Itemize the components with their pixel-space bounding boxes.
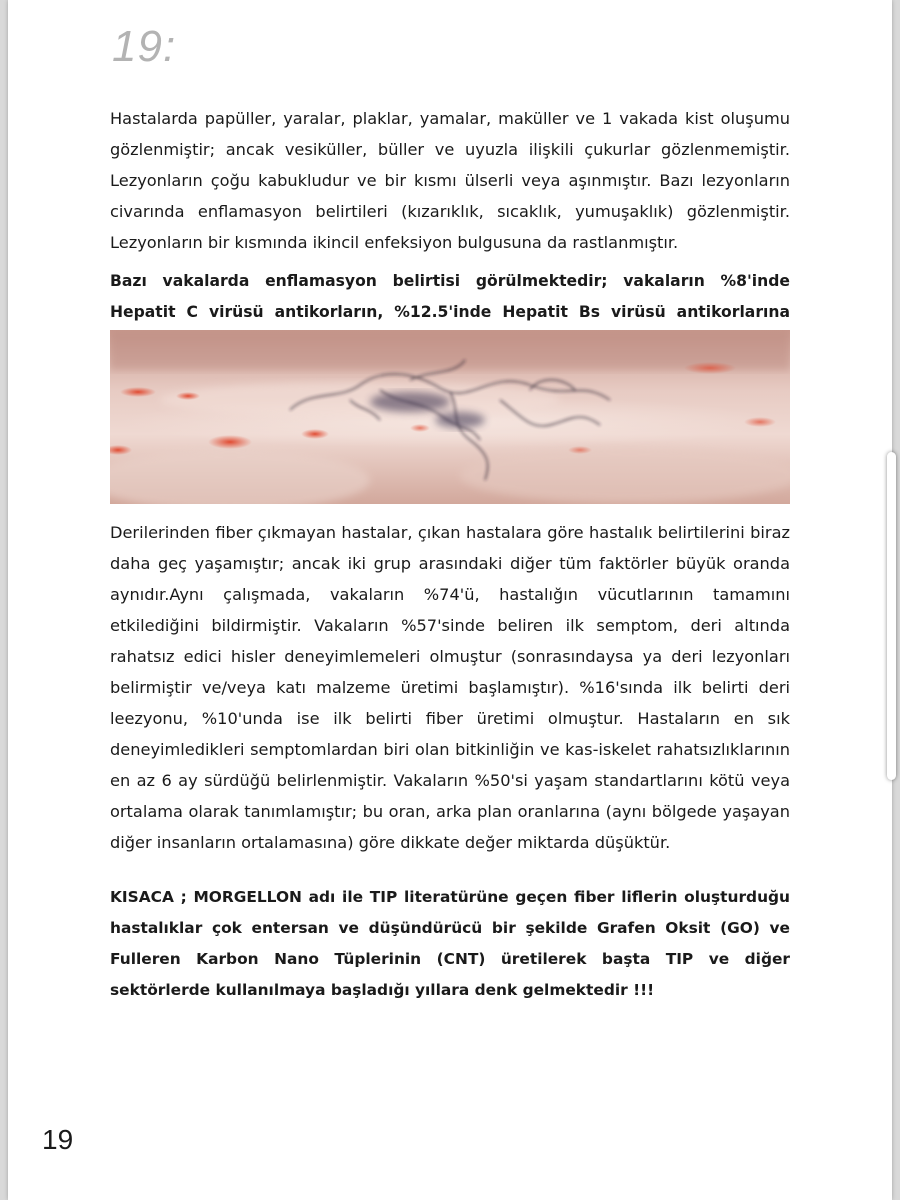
paragraph-summary: KISACA ; MORGELLON adı ile TIP literatürüne geçen fiber liflerin oluşturduğu hastalıklar çok entersan ve düşündürücü bir şekilde Grafen Oksit (GO) ve Fulleren Karbon Nano Tüplerinin (CNT) üretilerek başta TIP ve diğer sektörlerde kullanılmaya başladığı yıllara denk gelmektedir !!!	[110, 888, 790, 999]
page-number: 19	[42, 1124, 74, 1155]
scroll-indicator[interactable]	[887, 452, 896, 780]
paragraph-symptoms: Derilerinden fiber çıkmayan hastalar, çıkan hastalara göre hastalık belirtilerini biraz daha geç yaşamıştır; ancak iki grup arasındaki diğer tüm faktörler büyük oranda aynıdır.Aynı çalışmada, vakaların %74'ü, hastalığın vücutlarının tamamını etkilediğini bildirmiştir. Vakaların %57'sinde beliren ilk semptom, deri altında rahatsız edici hisler deneyimlemeleri olmuştur (sonrasındaysa ya deri lezyonları belirmiştir ve/veya katı malzeme üretimi başlamıştır). %16'sında ilk belirti deri leezyonu, %10'unda ise ilk belirti fiber üretimi olmuştur. Hastaların en sık deneyimledikleri semptomlardan biri olan bitkinliğin ve kas-iskelet rahatsızlıklarının en az 6 ay sürdüğü belirlenmiştir. Vakaların %50'si yaşam standartlarını kötü veya ortalama olarak tanımlamıştır; bu oran, arka plan oranlarına (aynı bölgede yaşayan diğer insanların ortalamasına) göre dikkate değer miktarda düşüktür.	[110, 523, 790, 852]
paragraph-hepatitis: Bazı vakalarda enflamasyon belirtisi görülmektedir; vakaların %8'inde Hepatit C virüsü antikorların, %12.5'inde Hepatit Bs virüsü antikorlarına	[110, 272, 790, 321]
paragraph-lesions: Hastalarda papüller, yaralar, plaklar, yamalar, maküller ve 1 vakada kist oluşumu gözlenmiştir; ancak vesiküller, büller ve uyuzla ilişkili çukurlar gözlenmemiştir. Lezyonların çoğu kabukludur ve bir kısmı ülserli veya aşınmıştır. Bazı lezyonların civarında enflamasyon belirtileri (kızarıklık, sıcaklık, yumuşaklık) gözlenmiştir. Lezyonların bir kısmında ikincil enfeksiyon bulgusuna da rastlanmıştır.	[110, 109, 790, 252]
document-page	[8, 0, 892, 1200]
skin-fiber-photo	[110, 330, 790, 504]
chapter-header: 19:	[112, 22, 177, 71]
